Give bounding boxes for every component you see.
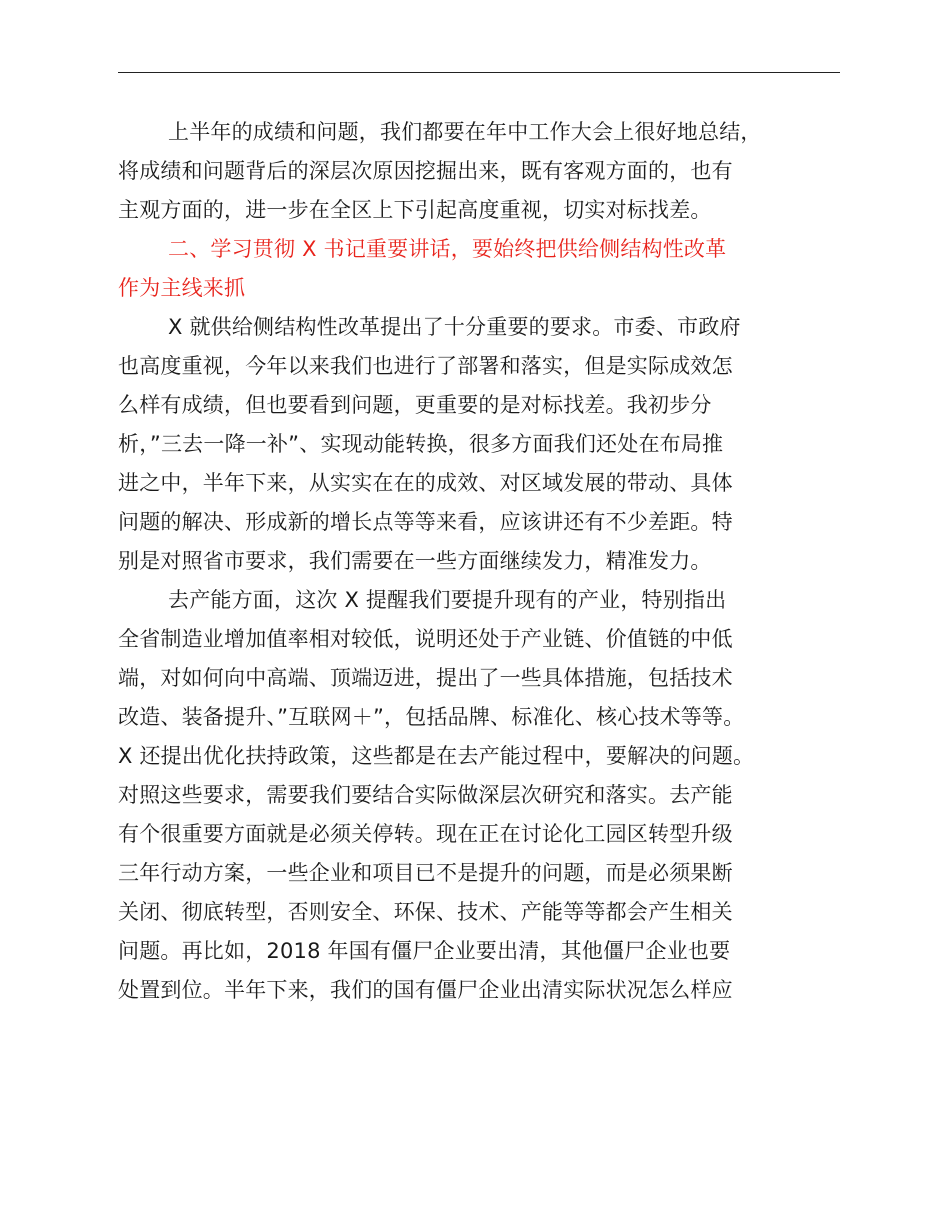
text-line: 进之中，半年下来，从实实在在的成效、对区域发展的带动、具体 <box>118 471 733 495</box>
paragraph <box>118 581 848 1010</box>
heading-line: 二、学习贯彻 X 书记重要讲话，要始终把供给侧结构性改革 <box>168 237 727 261</box>
header-rule <box>118 72 840 73</box>
heading-line: 作为主线来抓 <box>118 276 246 300</box>
text-line: 问题的解决、形成新的增长点等等来看，应该讲还有不少差距。特 <box>118 510 733 534</box>
document-body <box>118 113 848 1010</box>
text-line: 改造、装备提升、”互联网＋”，包括品牌、标准化、核心技术等等。 <box>118 705 745 729</box>
text-line: 全省制造业增加值率相对较低，说明还处于产业链、价值链的中低 <box>118 627 733 651</box>
text-line: 将成绩和问题背后的深层次原因挖掘出来，既有客观方面的，也有 <box>118 159 733 183</box>
text-line: X 还提出优化扶持政策，这些都是在去产能过程中，要解决的问题。 <box>118 744 755 768</box>
section-heading <box>118 230 848 308</box>
text-line: X 就供给侧结构性改革提出了十分重要的要求。市委、市政府 <box>168 315 741 339</box>
text-line: 问题。再比如，2018 年国有僵尸企业要出清，其他僵尸企业也要 <box>118 939 731 963</box>
text-line: 主观方面的，进一步在全区上下引起高度重视，切实对标找差。 <box>118 198 712 222</box>
text-line: 三年行动方案，一些企业和项目已不是提升的问题，而是必须果断 <box>118 861 733 885</box>
text-line: 别是对照省市要求，我们需要在一些方面继续发力，精准发力。 <box>118 549 712 573</box>
text-line: 关闭、彻底转型，否则安全、环保、技术、产能等等都会产生相关 <box>118 900 733 924</box>
text-line: 端，对如何向中高端、顶端迈进，提出了一些具体措施，包括技术 <box>118 666 733 690</box>
text-line: 析，”三去一降一补”、实现动能转换，很多方面我们还处在布局推 <box>118 432 724 456</box>
paragraph <box>118 113 848 230</box>
text-line: 上半年的成绩和问题，我们都要在年中工作大会上很好地总结， <box>168 120 762 144</box>
text-line: 对照这些要求，需要我们要结合实际做深层次研究和落实。去产能 <box>118 783 733 807</box>
text-line: 有个很重要方面就是必须关停转。现在正在讨论化工园区转型升级 <box>118 822 733 846</box>
text-line: 去产能方面，这次 X 提醒我们要提升现有的产业，特别指出 <box>168 588 727 612</box>
text-line: 也高度重视，今年以来我们也进行了部署和落实，但是实际成效怎 <box>118 354 733 378</box>
text-line: 处置到位。半年下来，我们的国有僵尸企业出清实际状况怎么样应 <box>118 978 733 1002</box>
paragraph <box>118 308 848 581</box>
text-line: 么样有成绩，但也要看到问题，更重要的是对标找差。我初步分 <box>118 393 712 417</box>
